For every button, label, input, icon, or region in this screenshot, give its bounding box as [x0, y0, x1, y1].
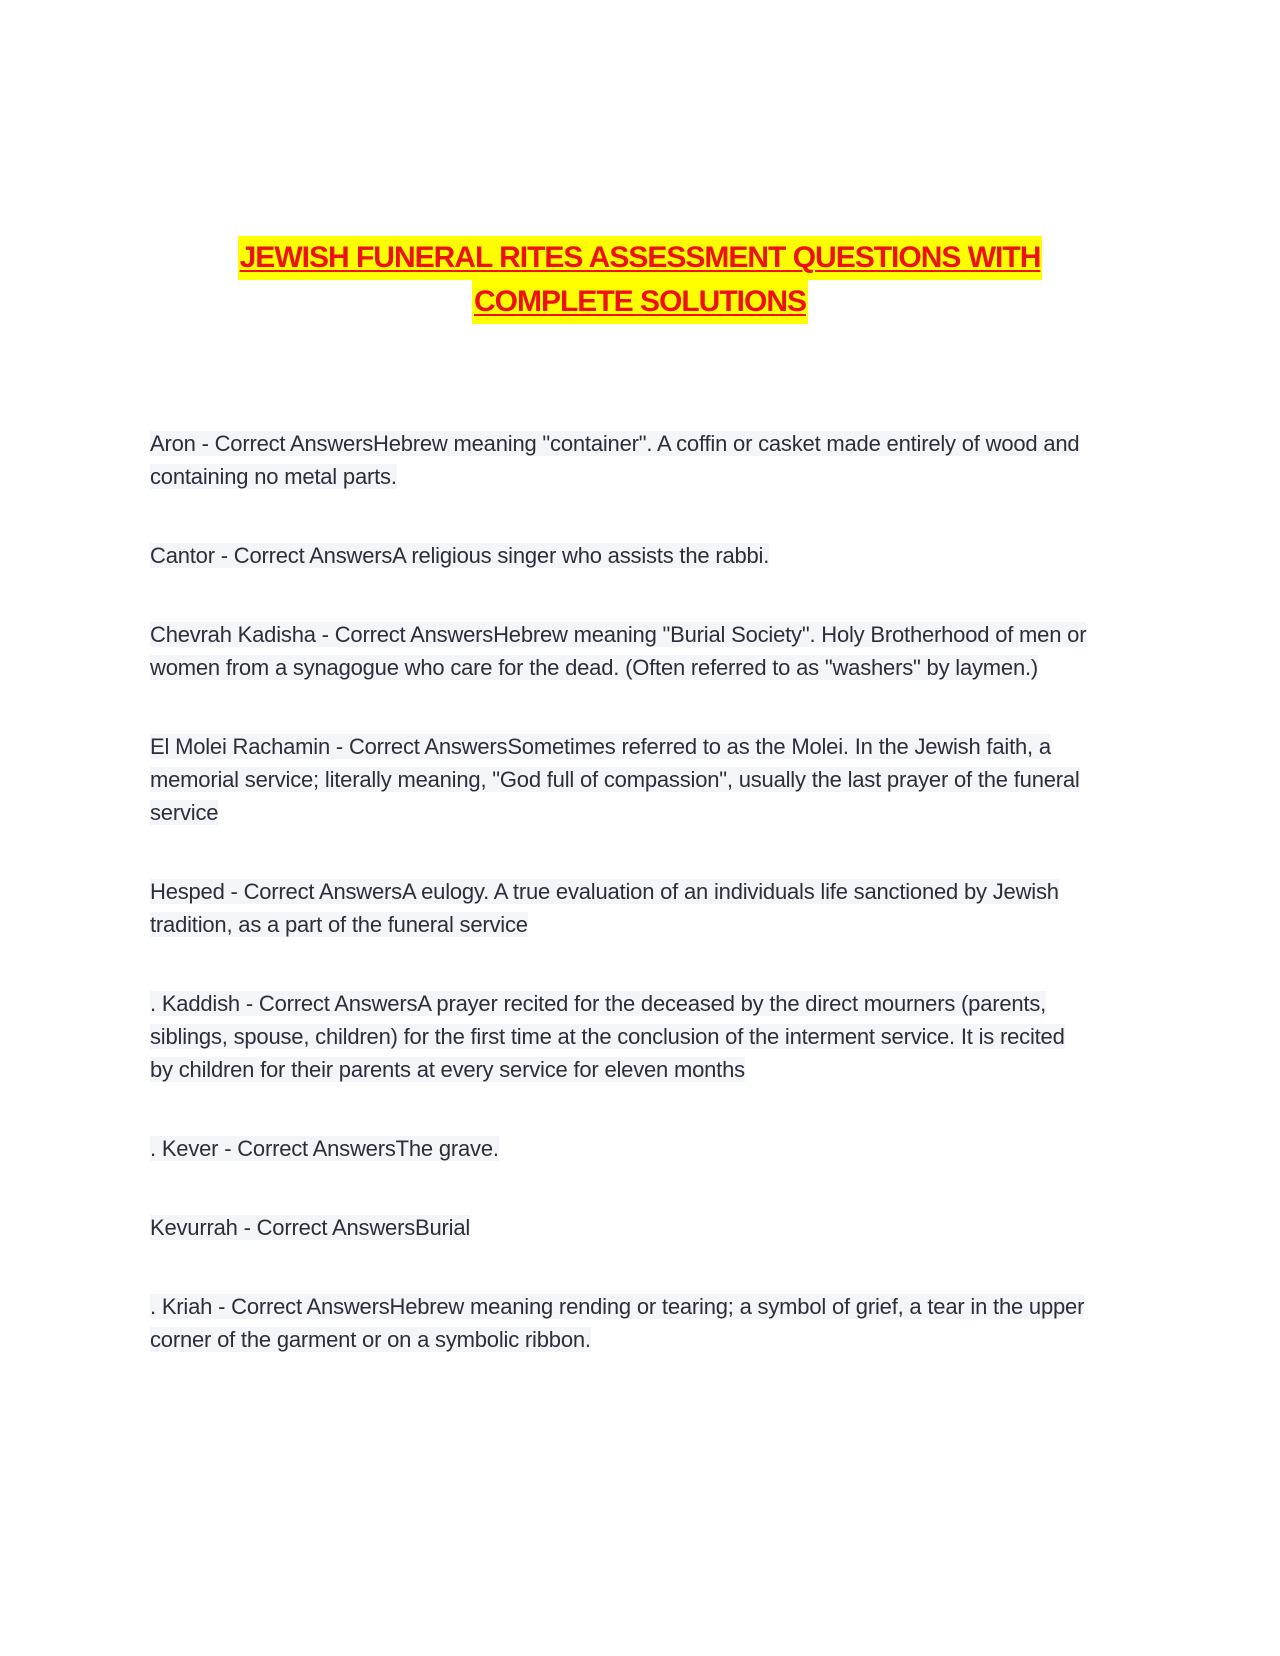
answer-entry-aron: [150, 427, 1110, 493]
answer-entry-chevrah-kadisha: [150, 618, 1140, 684]
entry-text: . Kaddish - Correct AnswersA prayer recited for the deceased by the direct mourners (parents, siblings, spouse, children) for the first time at the conclusion of the interment service. It is recited by children for their parents at every service for eleven months: [150, 991, 1065, 1082]
entry-text: Kevurrah - Correct AnswersBurial: [150, 1215, 471, 1240]
entry-text: Aron - Correct AnswersHebrew meaning "container". A coffin or casket made entirely of wood and containing no metal parts.: [150, 431, 1080, 489]
answer-entry-hesped: [150, 875, 1110, 941]
title-line-1: JEWISH FUNERAL RITES ASSESSMENT QUESTIONS WITH: [238, 236, 1043, 280]
answer-list: [150, 427, 1140, 1356]
answer-entry-cantor: [150, 539, 1140, 572]
entry-text: Hesped - Correct AnswersA eulogy. A true evaluation of an individuals life sanctioned by Jewish tradition, as a part of the funeral service: [150, 879, 1059, 937]
answer-entry-el-molei-rachamin: [150, 730, 1090, 829]
answer-entry-kaddish: [150, 987, 1090, 1086]
answer-entry-kriah: [150, 1290, 1090, 1356]
entry-text: El Molei Rachamin - Correct AnswersSometimes referred to as the Molei. In the Jewish faith, a memorial service; literally meaning, "God full of compassion", usually the last prayer of the funeral service: [150, 734, 1080, 825]
entry-text: . Kever - Correct AnswersThe grave.: [150, 1136, 499, 1161]
entry-text: . Kriah - Correct AnswersHebrew meaning rending or tearing; a symbol of grief, a tear in the upper corner of the garment or on a symbolic ribbon.: [150, 1294, 1085, 1352]
answer-entry-kever: [150, 1132, 1140, 1165]
entry-text: Chevrah Kadisha - Correct AnswersHebrew meaning "Burial Society". Holy Brotherhood of men or women from a synagogue who care for the dead. (Often referred to as "washers" by laymen.): [150, 622, 1087, 680]
answer-entry-kevurrah: [150, 1211, 1140, 1244]
document-title: [150, 236, 1130, 324]
entry-text: Cantor - Correct AnswersA religious singer who assists the rabbi.: [150, 543, 770, 568]
title-line-2: COMPLETE SOLUTIONS: [472, 280, 808, 324]
